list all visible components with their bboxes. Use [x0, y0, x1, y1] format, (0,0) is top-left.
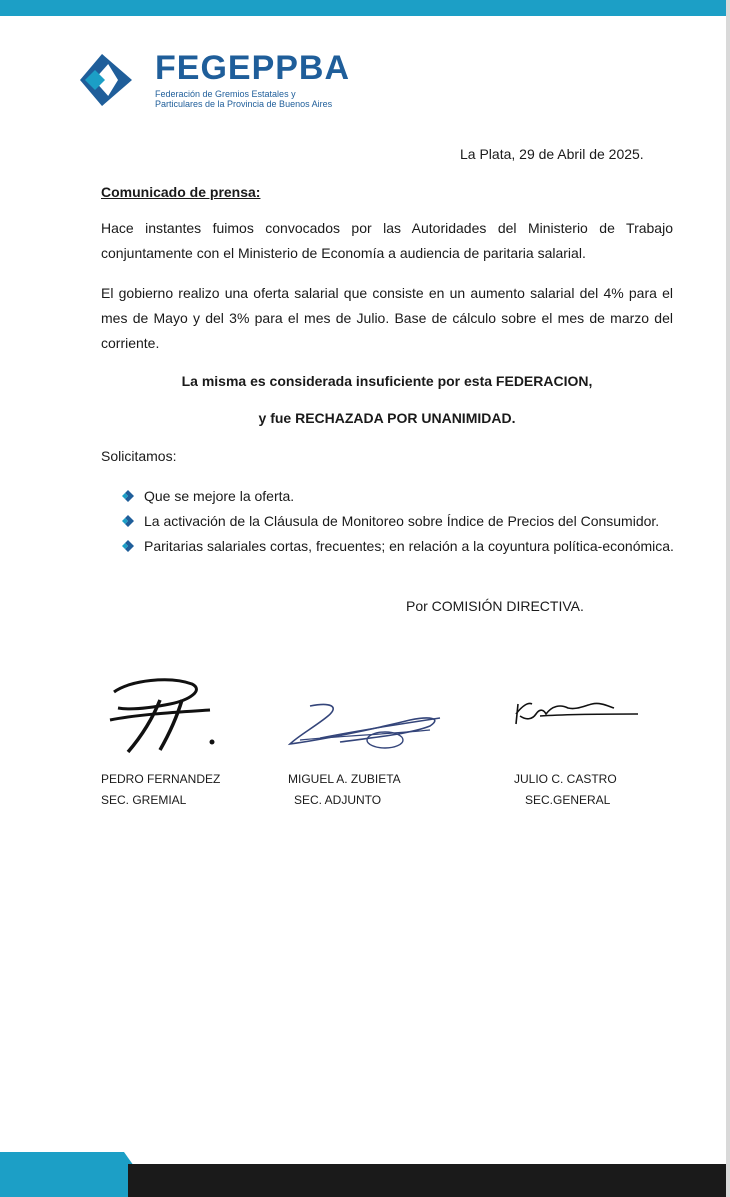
org-subtitle: [155, 89, 375, 109]
top-accent-bar: [0, 0, 726, 16]
signer-name: JULIO C. CASTRO: [514, 772, 617, 786]
logo-diamond-icon: [80, 50, 138, 110]
letter-date: La Plata, 29 de Abril de 2025.: [460, 146, 644, 162]
list-item: [122, 509, 674, 534]
signature-2-image: [280, 700, 450, 756]
diamond-bullet-icon: [122, 540, 134, 552]
list-item: [122, 484, 674, 509]
signer-role: SEC.GENERAL: [525, 793, 611, 807]
paragraph-convocation: Hace instantes fuimos convocados por las Autoridades del Ministerio de Trabajo conjuntamente con el Ministerio de Economía a audiencia de paritaria salarial.: [101, 220, 673, 261]
letter-subject: Comunicado de prensa:: [101, 184, 261, 200]
paragraph-offer: El gobierno realizo una oferta salarial que consiste en un aumento salarial del 4% para el mes de Mayo y del 3% para el mes de Julio. Base de cálculo sobre el mes de marzo del corriente.: [101, 285, 673, 351]
footer-dark-bar: [128, 1164, 726, 1197]
request-text: Paritarias salariales cortas, frecuentes; en relación a la coyuntura política-económica.: [144, 538, 674, 554]
highlight-insufficient: La misma es considerada insuficiente por esta FEDERACION,: [181, 373, 593, 389]
org-subtitle-line2: Particulares de la Provincia de Buenos Aires: [155, 99, 333, 109]
signer-name: PEDRO FERNANDEZ: [101, 772, 221, 786]
diamond-bullet-icon: [122, 490, 134, 502]
signer-block: [101, 769, 220, 811]
diamond-bullet-icon: [122, 515, 134, 527]
page-edge: [726, 0, 730, 1197]
highlight-rejected: y fue RECHAZADA POR UNANIMIDAD.: [258, 410, 516, 426]
signer-role: SEC. GREMIAL: [101, 793, 187, 807]
list-item: [122, 534, 674, 559]
closing-line: Por COMISIÓN DIRECTIVA.: [406, 598, 584, 614]
signer-role: SEC. ADJUNTO: [294, 793, 382, 807]
org-name: FEGEPPBA: [155, 49, 351, 87]
request-text: Que se mejore la oferta.: [144, 488, 295, 504]
org-subtitle-line1: Federación de Gremios Estatales y: [155, 89, 296, 99]
signature-3-image: [510, 696, 640, 732]
signature-1-image: [100, 670, 230, 760]
organization-logo: [80, 50, 360, 114]
signer-block: [514, 769, 617, 811]
request-text: La activación de la Cláusula de Monitoreo sobre Índice de Precios del Consumidor.: [144, 513, 660, 529]
signer-name: MIGUEL A. ZUBIETA: [288, 772, 401, 786]
signer-block: [288, 769, 401, 811]
requests-label: Solicitamos:: [101, 448, 177, 464]
requests-list: [122, 484, 674, 559]
